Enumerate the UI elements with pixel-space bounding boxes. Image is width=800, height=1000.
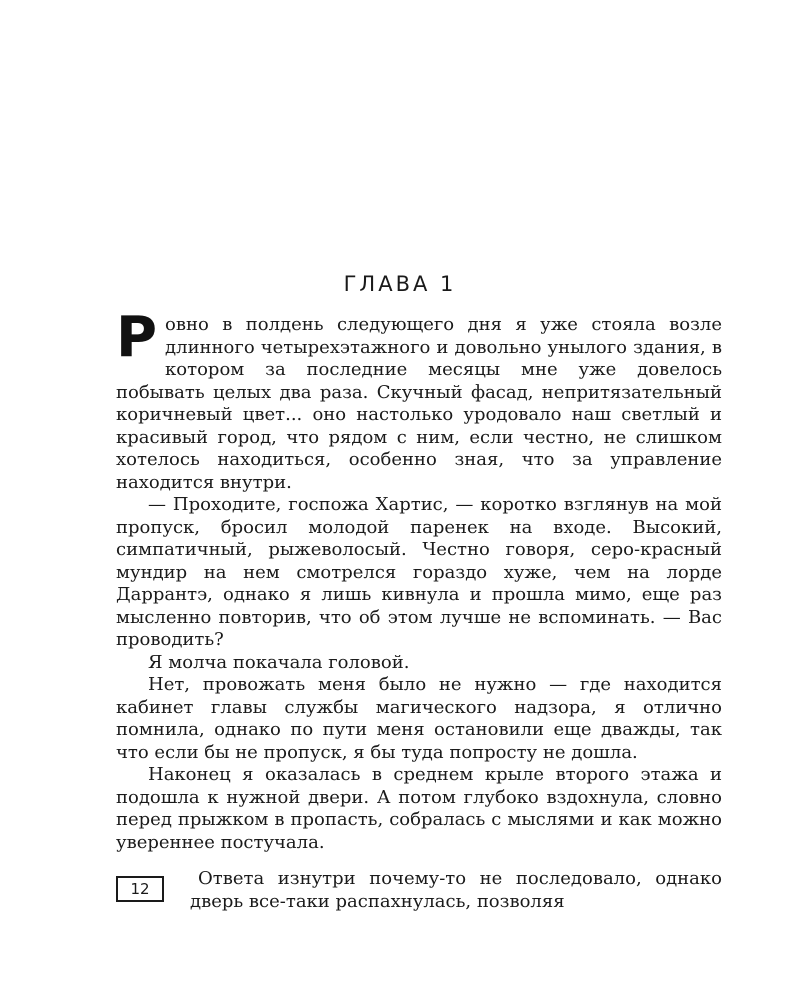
- paragraph-4: Нет, провожать меня было не нужно — где находится кабинет главы службы магического надзора, я отлично помнила, однако по пути меня остановили еще дважды, так что если бы не пропуск, я бы туда попросту не дошла.: [116, 674, 722, 763]
- paragraph-1-text: овно в полдень следующего дня я уже стояла возле длинного четырехэтажного и довольно унылого здания, в котором за последние месяцы мне уже довелось побывать целых два раза. Скучный фасад, непритязательный коричневый цвет... оно настолько уродовало наш светлый и красивый город, что рядом с ним, если честно, не слишком хотелось находиться, особенно зная, что за управление находится внутри.: [116, 314, 722, 493]
- page-number: 12: [116, 876, 164, 902]
- chapter-title: ГЛАВА 1: [343, 272, 457, 296]
- paragraph-5: Наконец я оказалась в среднем крыле второго этажа и подошла к нужной двери. А потом глубоко вздохнула, словно перед прыжком в пропасть, собралась с мыслями и как можно увереннее постучала.: [116, 764, 722, 853]
- paragraph-2: — Проходите, госпожа Хартис, — коротко взглянув на мой пропуск, бросил молодой паренек на входе. Высокий, симпатичный, рыжеволосый. Честно говоря, серо-красный мундир на нем смотрелся гораздо хуже, чем на лорде Даррантэ, однако я лишь кивнула и прошла мимо, еще раз мысленно повторив, что об этом лучше не вспоминать. — Вас проводить?: [116, 494, 722, 650]
- body-text: [116, 305, 722, 854]
- body-text-continued: [190, 868, 722, 913]
- drop-cap: Р: [116, 305, 158, 370]
- paragraph-6: Ответа изнутри почему-то не последовало, однако дверь все-таки распахнулась, позволяя: [190, 868, 722, 912]
- paragraph-3: Я молча покачала головой.: [148, 651, 410, 673]
- paragraph-1: [116, 305, 722, 494]
